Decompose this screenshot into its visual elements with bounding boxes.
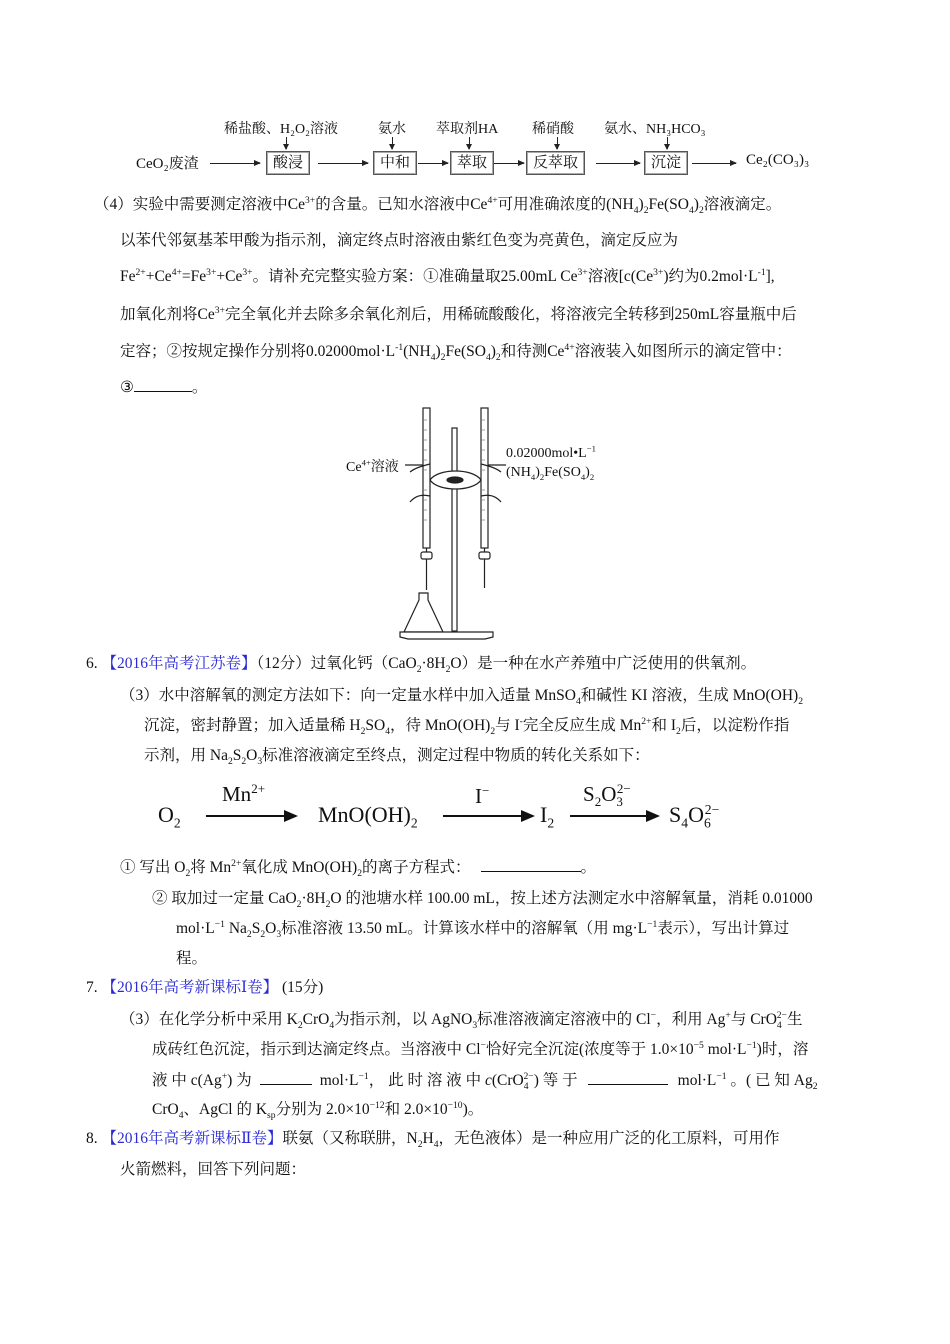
question-number: 8. (86, 1130, 98, 1147)
down-arrow-icon (286, 137, 287, 149)
answer-blank-ag[interactable] (260, 1070, 312, 1085)
down-arrow-icon (392, 137, 393, 149)
species-s4o6: $S_4O_6^{2-}$ (669, 801, 720, 831)
q4-line-6: ③ 。 (120, 379, 208, 396)
q7-line-2: 成砖红色沉淀，指示到达滴定终点。当溶液中 Cl−恰好完全沉淀(浓度等于 $1.0\times 10^{-5}$ $mol\cdot L^{-1}$)时，溶 (152, 1039, 809, 1058)
step-box-neutralize: 中和 (373, 151, 417, 175)
right-arrow-icon (318, 163, 368, 164)
down-arrow-icon (557, 137, 558, 149)
reagent-mn2plus: $Mn^{2+}$ (222, 781, 266, 806)
down-arrow-icon (469, 137, 470, 149)
step-box-back-extract: 反萃取 (526, 151, 585, 175)
right-burette-label: $0.02000mol•L^{-1}$ $(NH_4)_2Fe(SO_4)_2$ (506, 443, 596, 482)
q7-line-3: 液 中 c(Ag+) 为 $mol\cdot L^{-1}$， 此 时 溶 液 中 c(CrO$_4^{2-}$) 等 于 $mol\cdot L^{-1}$ 。( 已 知 $Ag_2$ (152, 1070, 818, 1093)
q4-line-2: 以苯代邻氨基苯甲酸为指示剂，滴定终点时溶液由紫红色变为亮黄色，滴定反应为 (120, 232, 679, 249)
source-tag[interactable]: 【2016年高考江苏卷】 (101, 655, 257, 672)
right-arrow-icon (692, 163, 736, 164)
reagent-label-4: 稀硝酸 (532, 122, 574, 137)
reagent-label-5: 氨水、NH₃HCO₃ (604, 122, 706, 137)
right-arrow-icon (418, 163, 448, 164)
reagent-iodide: I− (475, 783, 490, 808)
q8-header: 8. 【2016年高考新课标Ⅱ卷】联氨（又称联肼，$N_2H_4$，无色液体）是一种应用广泛的化工原料，可用作 (86, 1130, 780, 1151)
left-burette-label: $Ce^{4+}$溶液 (346, 457, 399, 475)
burette-stand-diagram (330, 400, 620, 645)
right-arrow-icon (210, 163, 260, 164)
step-box-extract: 萃取 (450, 151, 494, 175)
q6-item-2-line-3: 程。 (176, 950, 208, 967)
q7-line-1: （3）在化学分析中采用 $K_2CrO_4$为指示剂，以 AgNO$_3$标准溶液滴定溶液中的 Cl−，利用 Ag+与 CrO$_4^{2-}$生 (120, 1009, 803, 1032)
q6-part3-line-2: 沉淀，密封静置；加入适量稀 $H_2SO_4$，待 $MnO(OH)_2$与 I-完全反应生成 $Mn^{2+}$和 $I_2$后，以淀粉作指 (144, 715, 790, 738)
source-tag[interactable]: 【2016年高考新课标Ⅱ卷】 (101, 1130, 283, 1147)
step-box-precipitate: 沉淀 (644, 151, 688, 175)
reagent-thiosulfate: $S_2O_3^{2-}$ (583, 781, 631, 810)
answer-blank[interactable] (481, 857, 581, 872)
q6-part3-line-1: （3）水中溶解氧的测定方法如下：向一定量水样中加入适量 MnSO$_4$和碱性 KI 溶液，生成 $MnO(OH)_2$ (120, 687, 803, 708)
q7-header: 7. 【2016年高考新课标Ⅰ卷】 (15分) (86, 979, 324, 996)
q7-line-4: CrO$_4$、AgCl 的 $K_{sp}$分别为 $2.0\times 10^{-12}$和 $2.0\times 10^{-10}$)。 (152, 1099, 484, 1122)
reagent-label-2: 氨水 (378, 122, 406, 137)
species-o2: $O_2$ (158, 802, 181, 831)
reaction-arrow-icon (570, 815, 658, 817)
answer-blank-cro4[interactable] (588, 1070, 668, 1085)
question-number: 7. (86, 979, 98, 996)
flow-start: CeO₂废渣 (136, 156, 199, 172)
reagent-label-1: 稀盐酸、H₂O₂溶液 (224, 122, 338, 137)
species-i2: $I_2$ (540, 802, 555, 831)
question-number: 6. (86, 655, 98, 672)
q4-line-3: $Fe^{2+}+Ce^{4+}=Fe^{3+}+Ce^{3+}$。请补充完整实验方案：①准确量取25.00mL $Ce^{3+}$溶液[$c(Ce^{3+})$约为$0.2mol\cdot L^{-1}$], (120, 266, 775, 285)
q6-part3-line-3: 示剂，用 $Na_2S_2O_3$标准溶液滴定至终点，测定过程中物质的转化关系如下： (144, 747, 650, 768)
q6-header: 6. 【2016年高考江苏卷】（12分）过氧化钙$(CaO_2\cdot 8H_2O)$是一种在水产养殖中广泛使用的供氧剂。 (86, 655, 757, 676)
flow-end: Ce₂(CO₃)₃ (746, 152, 810, 168)
reaction-arrow-icon (443, 815, 533, 817)
q6-item-2-line-2: $mol\cdot L^{-1}$ $Na_2S_2O_3$标准溶液 13.50 mL。计算该水样中的溶解氧（用 $mg\cdot L^{-1}$表示），写出计算过 (176, 918, 790, 941)
right-arrow-icon (596, 163, 640, 164)
step-box-acid-leach: 酸浸 (266, 151, 310, 175)
q8-line-2: 火箭燃料，回答下列问题： (120, 1161, 307, 1178)
q4-line-4: 加氧化剂将$Ce^{3+}$完全氧化并去除多余氧化剂后，用稀硫酸酸化，将溶液完全转移到250mL容量瓶中后 (120, 304, 797, 323)
down-arrow-icon (667, 137, 668, 149)
reaction-arrow-icon (206, 815, 296, 817)
source-tag[interactable]: 【2016年高考新课标Ⅰ卷】 (101, 979, 279, 996)
species-mnooh2: $MnO(OH)_2$ (318, 802, 418, 831)
answer-blank[interactable] (134, 377, 192, 392)
q6-item-1: ① 写出 $O_2$将 $Mn^{2+}$氧化成 $MnO(OH)_2$的离子方程式： 。 (120, 857, 597, 880)
q4-line-1: （4）实验中需要测定溶液中$Ce^{3+}$的含量。已知水溶液中$Ce^{4+}$可用准确浓度的$(NH_4)_2Fe(SO_4)_2$溶液滴定。 (94, 194, 782, 217)
reagent-label-3: 萃取剂HA (436, 122, 499, 137)
right-arrow-icon (494, 163, 524, 164)
q4-line-5: 定容；②按规定操作分别将$0.02000mol\cdot L^{-1}(NH_4)_2Fe(SO_4)_2$和待测$Ce^{4+}$溶液装入如图所示的滴定管中： (120, 341, 792, 364)
q6-item-2-line-1: ② 取加过一定量 $CaO_2\cdot 8H_2O$ 的池塘水样 100.00 mL，按上述方法测定水中溶解氧量，消耗 0.01000 (152, 890, 813, 911)
